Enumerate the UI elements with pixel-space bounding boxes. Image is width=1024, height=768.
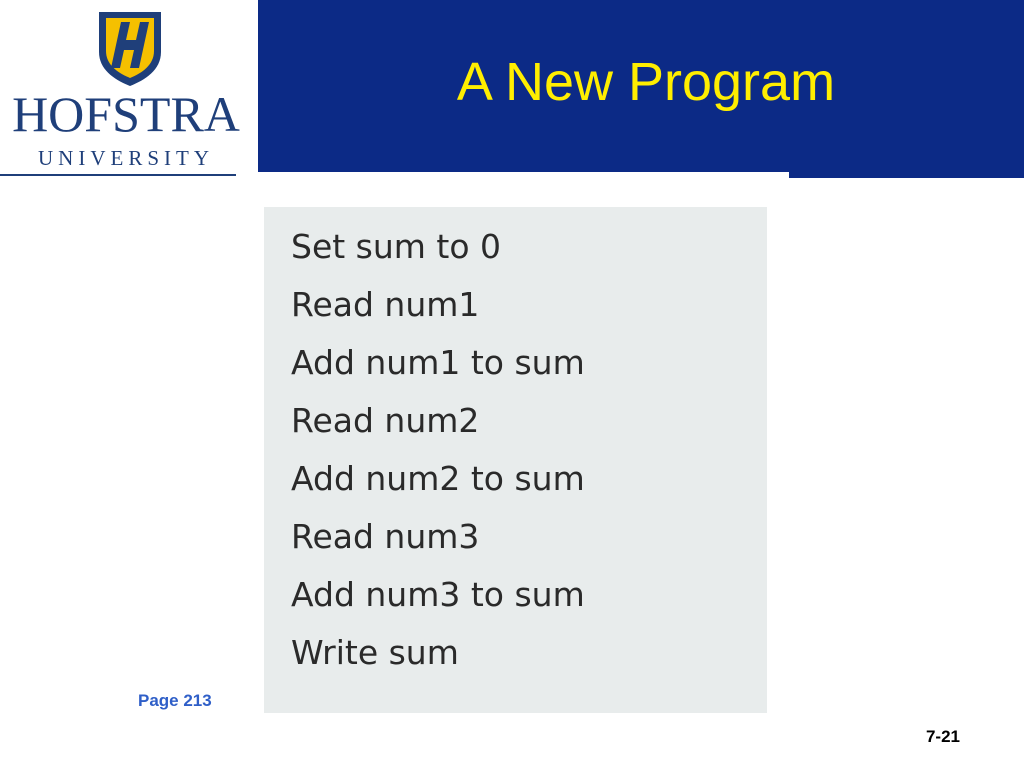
pseudocode-line: Set sum to 0: [291, 227, 502, 266]
pseudocode-line: Read num3: [291, 517, 480, 556]
pseudocode-panel: [264, 207, 767, 713]
hofstra-logo: [0, 0, 258, 178]
logo-divider: [0, 174, 236, 176]
logo-subtitle: UNIVERSITY: [38, 146, 214, 170]
slide-title: A New Program: [456, 52, 836, 112]
page-reference: Page 213: [138, 691, 212, 710]
pseudocode-line: Read num1: [291, 285, 480, 324]
pseudocode-line: Add num1 to sum: [291, 343, 585, 382]
slide-number: 7-21: [925, 727, 960, 746]
logo-name: HOFSTRA: [12, 86, 240, 142]
pseudocode-line: Read num2: [291, 401, 480, 440]
pseudocode-line: Add num2 to sum: [291, 459, 585, 498]
hofstra-shield-icon: [95, 8, 165, 88]
pseudocode-line: Write sum: [291, 633, 459, 672]
title-bar: [258, 0, 1024, 172]
pseudocode-line: Add num3 to sum: [291, 575, 585, 614]
title-bar-tab: [789, 172, 1024, 178]
